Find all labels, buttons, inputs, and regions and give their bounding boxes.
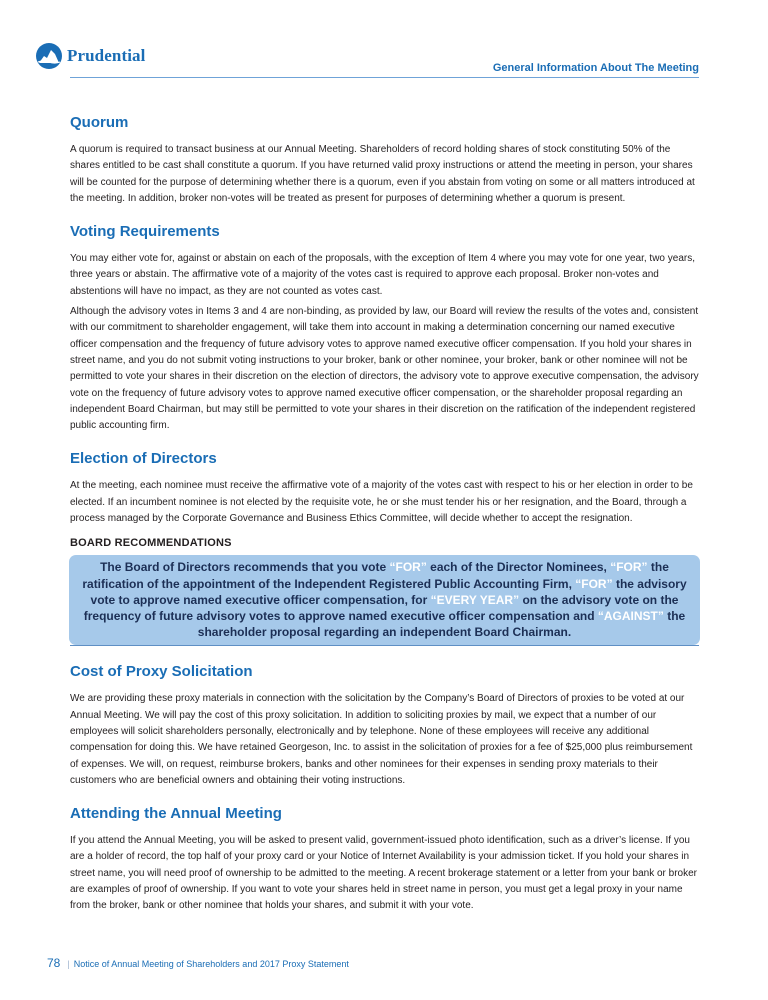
callout-vote-against: “AGAINST” bbox=[597, 608, 664, 623]
attending-annual-meeting-heading: Attending the Annual Meeting bbox=[70, 805, 282, 823]
callout-text-6: the shareholder proposal regarding an independent Board Chairman. bbox=[197, 608, 686, 640]
voting-requirements-heading: Voting Requirements bbox=[70, 223, 220, 241]
board-recommendations-label: BOARD RECOMMENDATIONS bbox=[70, 537, 232, 550]
cost-of-proxy-solicitation-heading: Cost of Proxy Solicitation bbox=[70, 663, 253, 681]
callout-text-5: on the advisory vote on the frequency of future advisory votes to approve named executive officer compensation and bbox=[83, 592, 679, 623]
election-of-directors-heading: Election of Directors bbox=[70, 450, 217, 468]
header-divider bbox=[70, 77, 699, 78]
callout-vote-for-1: “FOR” bbox=[389, 560, 427, 575]
election-of-directors-section bbox=[70, 449, 699, 646]
quorum-paragraph: A quorum is required to transact business at our Annual Meeting. Shareholders of record holding shares of stock constituting 50% of the shares entitled to be cast shall constitute a quorum. If you have returned valid proxy instructions or attend the meeting in person, your shares will be counted for the purpose of determining whether there is a quorum, even if you abstain from voting on some or all matters introduced at the meeting. In addition, broker non-votes will be treated as present for purposes of determining whether a quorum is present. bbox=[70, 144, 695, 204]
brand-name: Prudential bbox=[67, 46, 146, 65]
attending-paragraph: If you attend the Annual Meeting, you will be asked to present valid, government-issued photo identification, such as a driver’s license. If you are a holder of record, the top half of your proxy card or your Notice of Internet Availability is your admission ticket. If you hold your shares in street name, you will need proof of ownership to be admitted to the meeting. A recent brokerage statement or a letter from your bank or broker are examples of proof of ownership. If you want to vote your shares held in street name in person, you must get a legal proxy in your name from the broker, bank or other nominee that holds your shares, and submit it with your vote. bbox=[70, 835, 698, 912]
voting-paragraph-2: Although the advisory votes in Items 3 and 4 are non-binding, as provided by law, our Board will review the results of the votes and, consistent with our commitment to shareholder engagement, will take them into account in making a determination concerning our named executive officer compensation and the frequency of future advisory votes to approve named executive officer compensation. If you hold your shares in street name, and you do not submit voting instructions to your broker, bank or other nominee, your broker, bank or other nominee will not be permitted to vote your shares in their discretion on the election of directors, the advisory vote to approve executive compensation, the advisory vote on the frequency of future advisory votes to approve named executive officer compensation, or the shareholder proposal regarding an independent Board Chairman, but may still be permitted to vote your shares in their discretion on the ratification of the independent registered public accounting firm. bbox=[70, 306, 699, 432]
callout-vote-every-year: “EVERY YEAR” bbox=[430, 592, 520, 607]
callout-vote-for-2: “FOR” bbox=[610, 560, 648, 575]
rock-of-gibraltar-icon bbox=[35, 42, 63, 70]
footer-document-title: Notice of Annual Meeting of Shareholders and 2017 Proxy Statement bbox=[73, 959, 349, 969]
voting-requirements-section bbox=[70, 222, 699, 434]
callout-vote-for-3: “FOR” bbox=[575, 576, 613, 591]
quorum-heading: Quorum bbox=[70, 114, 129, 131]
callout-text-3: the ratification of the appointment of the Independent Registered Public Accounting Firm, bbox=[82, 560, 669, 591]
page-footer bbox=[47, 956, 349, 970]
callout-text-2: each of the Director Nominees, bbox=[426, 560, 611, 575]
quorum-section bbox=[70, 113, 699, 207]
board-recommendation-callout bbox=[69, 555, 700, 645]
brand-logo bbox=[35, 42, 145, 70]
footer-separator: | bbox=[67, 959, 70, 969]
callout-divider bbox=[70, 645, 699, 646]
election-paragraph: At the meeting, each nominee must receive the affirmative vote of a majority of the votes cast with respect to his or her election in order to be elected. If an incumbent nominee is not elected by the requisite vote, he or she must tender his or her resignation, and the Board, through a process managed by the Corporate Governance and Business Ethics Committee, will decide whether to accept the resignation. bbox=[70, 480, 693, 525]
page-number: 78 bbox=[47, 956, 61, 970]
callout-text-1: The Board of Directors recommends that you vote bbox=[100, 560, 390, 575]
cost-of-proxy-solicitation-section bbox=[70, 662, 699, 789]
attending-annual-meeting-section bbox=[70, 804, 699, 914]
callout-text-4: the advisory vote to approve named executive officer compensation, for bbox=[90, 576, 687, 607]
main-content bbox=[70, 113, 699, 930]
page-section-title: General Information About The Meeting bbox=[492, 62, 699, 74]
voting-paragraph-1: You may either vote for, against or abstain on each of the proposals, with the exception of Item 4 where you may vote for one year, two years, three years or abstain. The affirmative vote of a majority of the votes cast is required to approve each proposal. Broker non-votes and abstentions will have no impact, as they are not counted as votes cast. bbox=[70, 253, 695, 297]
cost-paragraph: We are providing these proxy materials in connection with the solicitation by the Company’s Board of Directors of proxies to be voted at our Annual Meeting. We will pay the cost of this proxy solicitation. In addition to soliciting proxies by mail, we expect that a number of our employees will solicit shareholders personally, electronically and by telephone. None of these employees will receive any additional compensation for doing this. We have retained Georgeson, Inc. to assist in the solicitation of proxies for a fee of $25,000 plus reimbursement of expenses. We will, on request, reimburse brokers, banks and other nominees for their expenses in sending proxy materials to their customers who are beneficial owners and obtaining their voting instructions. bbox=[70, 693, 693, 786]
